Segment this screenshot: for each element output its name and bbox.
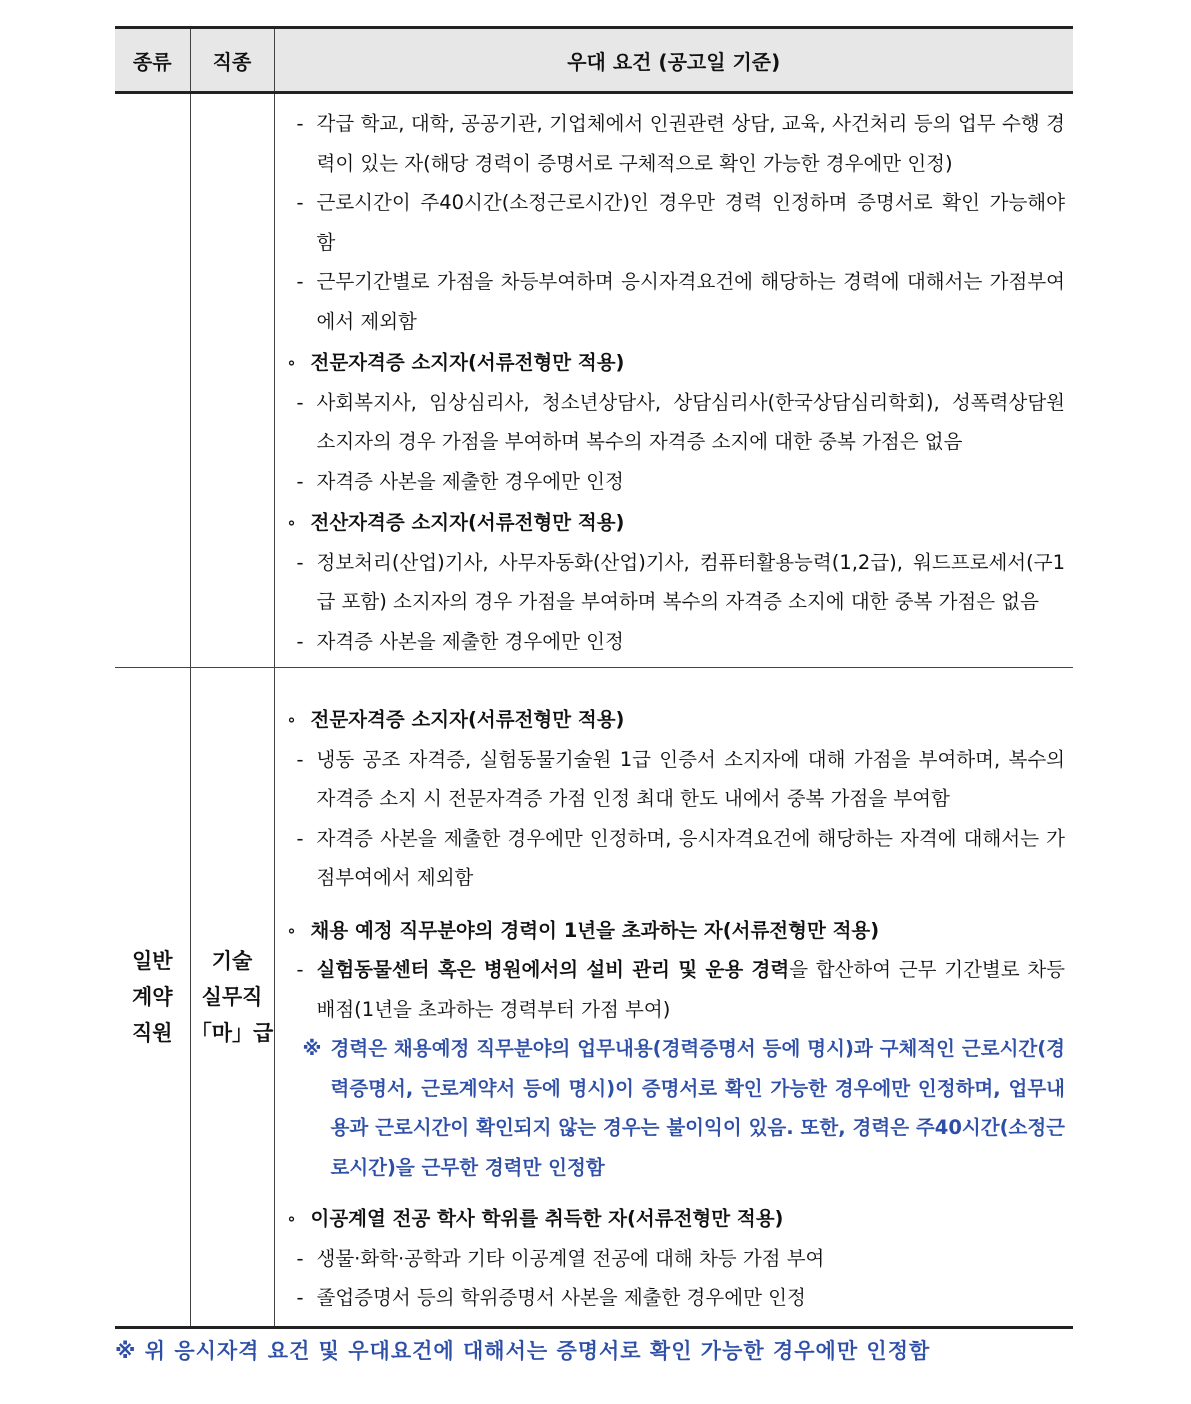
list-item: - 각급 학교, 대학, 공공기관, 기업체에서 인권관련 상담, 교육, 사건처리 등의 업무 수행 경력이 있는 자(해당 경력이 증명서로 구체적으로 확인 가능한 경우에만 인정) — [296, 112, 1065, 175]
job-cell-empty — [190, 93, 274, 668]
list-item: - 졸업증명서 등의 학위증명서 사본을 제출한 경우에만 인정 — [296, 1286, 806, 1309]
preference-cell — [274, 93, 1073, 668]
list-item: - 근로시간이 주40시간(소정근로시간)인 경우만 경력 인정하며 증명서로 확인 가능해야 함 — [296, 191, 1065, 254]
list-item: - 자격증 사본을 제출한 경우에만 인정 — [296, 629, 624, 653]
table-row — [115, 668, 1073, 1328]
list-item: - 생물·화학·공학과 기타 이공계열 전공에 대해 차등 가점 부여 — [296, 1246, 825, 1270]
section-heading: ∘ 이공계열 전공 학사 학위를 취득한 자(서류전형만 적용) — [286, 1207, 784, 1230]
header-job: 직종 — [190, 28, 274, 93]
section-heading: ∘ 전문자격증 소지자(서류전형만 적용) — [286, 708, 625, 731]
preference-cell — [274, 668, 1073, 1328]
list-item: - 자격증 사본을 제출한 경우에만 인정 — [296, 469, 624, 493]
document — [115, 26, 1073, 1365]
header-preference: 우대 요건 (공고일 기준) — [274, 28, 1073, 93]
table-row — [115, 93, 1073, 668]
list-item: - 자격증 사본을 제출한 경우에만 인정하며, 응시자격요건에 해당하는 자격에 대해서는 가점부여에서 제외함 — [296, 826, 1065, 889]
list-item: - 냉동 공조 자격증, 실험동물기술원 1급 인증서 소지자에 대해 가점을 부여하며, 복수의 자격증 소지 시 전문자격증 가점 인정 최대 한도 내에서 중복 가점을 부여함 — [296, 747, 1065, 810]
section-heading: ∘ 전산자격증 소지자(서류전형만 적용) — [286, 511, 625, 534]
type-cell-empty — [115, 93, 190, 668]
type-cell: 일반 계약 직원 — [115, 668, 190, 1328]
requirements-table — [115, 26, 1073, 1329]
header-type: 종류 — [115, 28, 190, 93]
list-item: - 사회복지사, 임상심리사, 청소년상담사, 상담심리사(한국상담심리학회), 성폭력상담원 소지자의 경우 가점을 부여하며 복수의 자격증 소지에 대한 중복 가점은 없음 — [296, 390, 1065, 453]
list-item: - 실험동물센터 혹은 병원에서의 설비 관리 및 운용 경력을 합산하여 근무 기간별로 차등 배점(1년을 초과하는 경력부터 가점 부여) — [296, 958, 1065, 1021]
list-item: - 정보처리(산업)기사, 사무자동화(산업)기사, 컴퓨터활용능력(1,2급), 워드프로세서(구1급 포함) 소지자의 경우 가점을 부여하며 복수의 자격증 소지에 대한 중복 가점은 없음 — [296, 550, 1065, 613]
table-header-row — [115, 28, 1073, 93]
footer-note: ※ 위 응시자격 요건 및 우대요건에 대해서는 증명서로 확인 가능한 경우에만 인정함 — [115, 1338, 931, 1363]
list-item: - 근무기간별로 가점을 차등부여하며 응시자격요건에 해당하는 경력에 대해서는 가점부여에서 제외함 — [296, 270, 1065, 333]
section-heading: ∘ 전문자격증 소지자(서류전형만 적용) — [286, 351, 625, 374]
section-heading: ∘ 채용 예정 직무분야의 경력이 1년을 초과하는 자(서류전형만 적용) — [286, 918, 880, 942]
job-cell: 기술 실무직 「마」급 — [190, 668, 274, 1328]
note-text: ※ 경력은 채용예정 직무분야의 업무내용(경력증명서 등에 명시)과 구체적인 근로시간(경력증명서, 근로계약서 등에 명시)이 증명서로 확인 가능한 경우에만 인정하며, 업무내용과 근로시간이 확인되지 않는 경우는 불이익이 있음. 또한, 경력은 주40시간(소정근로시간)을 근무한 경력만 인정함 — [302, 1037, 1065, 1179]
